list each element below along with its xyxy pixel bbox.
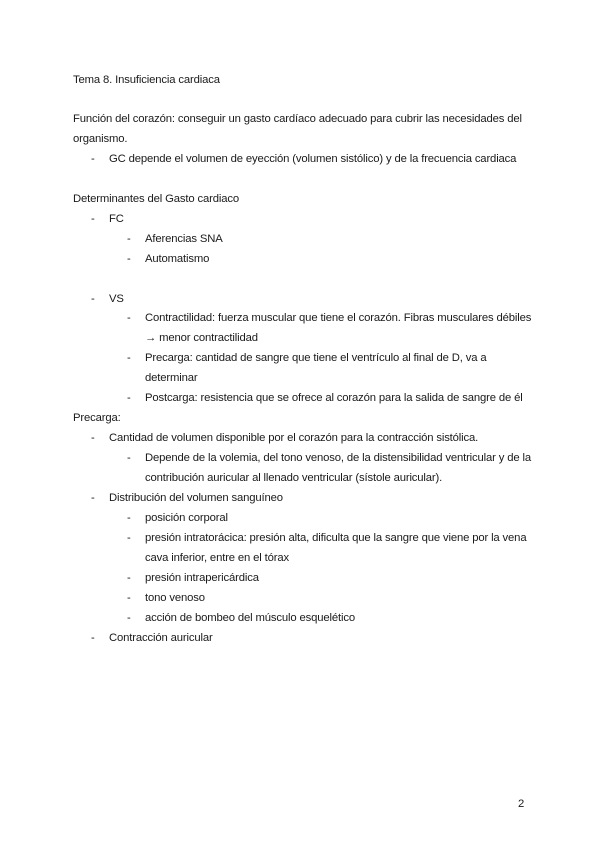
bullet-dash: - [91,432,95,444]
bullet-dash: - [127,352,131,364]
bullet-dash: - [127,233,131,245]
bullet-dash: - [127,572,131,584]
bullet-dash: - [127,512,131,524]
bullet-dash: - [91,153,95,165]
vs-precarga: Precarga: cantidad de sangre que tiene el ventrículo al final de D, va a [145,352,487,364]
bullet-dash: - [127,452,131,464]
precarga-heading: Precarga: [73,412,121,424]
page-number: 2 [518,798,525,810]
bullet-dash: - [127,392,131,404]
determinants-heading: Determinantes del Gasto cardiaco [73,193,239,205]
vs-contractilidad: Contractilidad: fuerza muscular que tiene el corazón. Fibras musculares débiles [145,312,532,324]
bullet-dash: - [127,592,131,604]
distribution-item: presión intrapericárdica [145,572,259,584]
precarga-subitem-cont: contribución auricular al llenado ventricular (sístole auricular). [145,472,443,484]
precarga-item: Cantidad de volumen disponible por el corazón para la contracción sistólica. [109,432,479,444]
vs-contractilidad-cont: → menor contractilidad [145,332,258,344]
bullet-dash: - [127,612,131,624]
distribution-item-cont: cava inferior, entre en el tórax [145,552,290,564]
precarga-item: Contracción auricular [109,632,213,644]
intro-text-line2: organismo. [73,133,128,145]
intro-text-line1: Función del corazón: conseguir un gasto cardíaco adecuado para cubrir las necesidades del [73,113,522,125]
intro-bullet: GC depende el volumen de eyección (volumen sistólico) y de la frecuencia cardiaca [109,153,517,165]
bullet-dash: - [91,293,95,305]
distribution-item: acción de bombeo del músculo esquelético [145,612,356,624]
bullet-dash: - [127,532,131,544]
bullet-dash: - [127,312,131,324]
bullet-dash: - [91,213,95,225]
distribution-item: posición corporal [145,512,228,524]
distribution-item: presión intratorácica: presión alta, dificulta que la sangre que viene por la vena [145,532,527,544]
vs-postcarga: Postcarga: resistencia que se ofrece al corazón para la salida de sangre de él [145,392,523,404]
precarga-subitem: Depende de la volemia, del tono venoso, de la distensibilidad ventricular y de la [145,452,531,464]
doc-title: Tema 8. Insuficiencia cardiaca [73,74,220,86]
distribution-item: tono venoso [145,592,205,604]
fc-label: FC [109,213,124,225]
vs-label: VS [109,293,124,305]
precarga-item: Distribución del volumen sanguíneo [109,492,283,504]
fc-item: Aferencias SNA [145,233,223,245]
bullet-dash: - [127,253,131,265]
vs-precarga-cont: determinar [145,372,198,384]
bullet-dash: - [91,492,95,504]
bullet-dash: - [91,632,95,644]
fc-item: Automatismo [145,253,210,265]
